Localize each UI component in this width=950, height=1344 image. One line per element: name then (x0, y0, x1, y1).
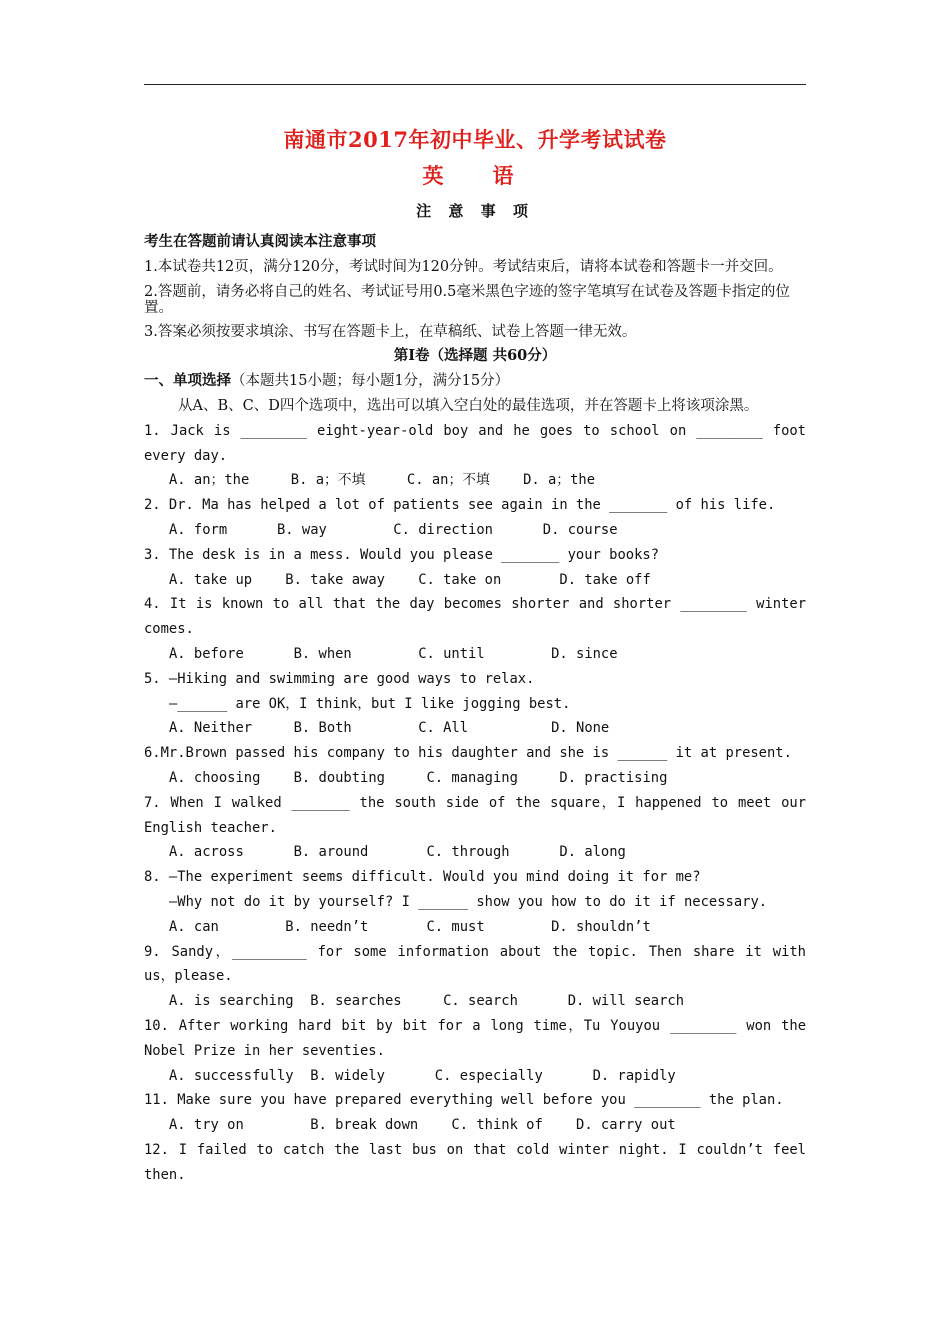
question-stem: 11. Make sure you have prepared everything well before you ________ the plan. (144, 1092, 784, 1109)
part1-heading: 第Ⅰ卷（选择题 共60分） (393, 347, 557, 365)
section-label: 一、单项选择 (144, 372, 231, 390)
top-rule (144, 84, 806, 85)
subject-title: 英 语 (422, 163, 528, 188)
note-item-2: 2.答题前，请务必将自己的姓名、考试证号用0.5毫米黑色字迹的签字笔填写在试卷及答题卡指定的位置。 (144, 283, 790, 316)
notes-block (144, 230, 806, 1187)
question-options: A. try on B. break down C. think of D. carry out (169, 1117, 676, 1134)
question-stem: 7. When I walked _______ the south side of the square，I happened to meet our English teacher. (144, 794, 806, 836)
question-options: A. form B. way C. direction D. course (169, 521, 618, 538)
section-note: （本题共15小题；每小题1分，满分15分） (231, 373, 510, 390)
question-stem: 2. Dr. Ma has helped a lot of patients see again in the _______ of his life. (144, 497, 776, 514)
question-options: A. across B. around C. through D. along (169, 844, 626, 861)
notes-heading: 考生在答题前请认真阅读本注意事项 (144, 233, 376, 250)
question-options: A. an；the B. a；不填 C. an；不填 D. a；the (169, 472, 596, 489)
question-stem: 9. Sandy，_________ for some information about the topic. Then share it with us，please. (144, 943, 806, 985)
question-stem: 1. Jack is ________ eight-year-old boy and he goes to school on ________ foot every day. (144, 422, 806, 464)
question-options: A. can B. needn’t C. must D. shouldn’t (169, 918, 651, 935)
question-stem: 10. After working hard bit by bit for a long time，Tu Youyou ________ won the Nobel Prize in her seventies. (144, 1017, 806, 1059)
question-options: A. choosing B. doubting C. managing D. practising (169, 769, 668, 786)
question-options: A. Neither B. Both C. All D. None (169, 720, 610, 737)
question-stem: 5. —Hiking and swimming are good ways to relax. (144, 670, 535, 687)
question-stem: 6.Mr.Brown passed his company to his daughter and she is ______ it at present. (144, 745, 792, 762)
question-stem: 12. I failed to catch the last bus on that cold winter night. I couldn’t feel then. (144, 1141, 806, 1183)
question-options: A. successfully B. widely C. especially D. rapidly (169, 1067, 676, 1084)
question-stem: 4. It is known to all that the day becomes shorter and shorter ________ winter comes. (144, 596, 806, 638)
question-options: A. take up B. take away C. take on D. take off (169, 571, 651, 588)
note-item-1: 1.本试卷共12页，满分120分，考试时间为120分钟。考试结束后，请将本试卷和答题卡一并交回。 (144, 258, 783, 275)
question-options: A. is searching B. searches C. search D. will search (169, 993, 684, 1010)
question-options: A. before B. when C. until D. since (169, 645, 618, 662)
question-stem: 3. The desk is in a mess. Would you please _______ your books? (144, 546, 659, 563)
exam-title: 南通市2017年初中毕业、升学考试试卷 (283, 127, 667, 152)
notice-title: 注 意 事 项 (416, 202, 534, 220)
note-item-3: 3.答案必须按要求填涂、书写在答题卡上，在草稿纸、试卷上答题一律无效。 (144, 323, 637, 340)
question-reply: —Why not do it by yourself? I ______ show you how to do it if necessary. (169, 893, 768, 910)
section-1-heading (144, 369, 806, 394)
question-stem: 8. —The experiment seems difficult. Would you mind doing it for me? (144, 869, 701, 886)
section-instruction: 从A、B、C、D四个选项中，选出可以填入空白处的最佳选项，并在答题卡上将该项涂黑。 (178, 397, 759, 414)
question-reply: —______ are OK，I think，but I like jogging best. (169, 695, 571, 712)
